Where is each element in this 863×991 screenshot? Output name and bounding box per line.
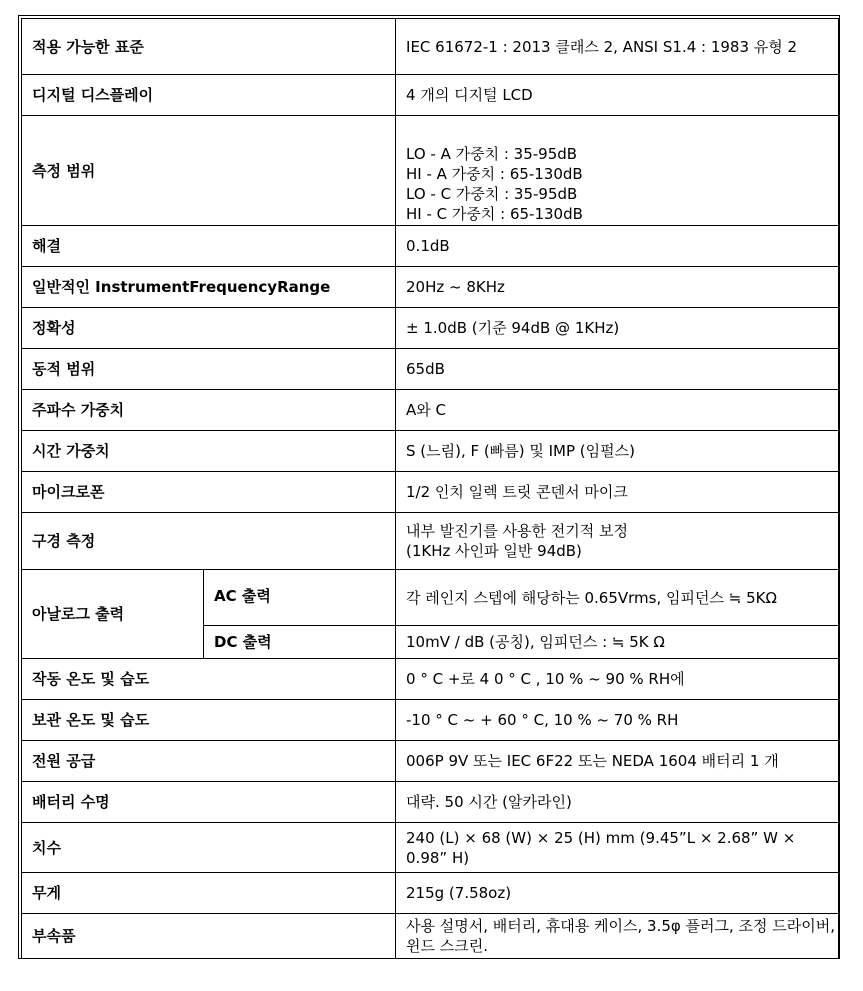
table-row xyxy=(22,267,839,308)
table-row xyxy=(22,308,839,349)
dc-output-value: 10mV / dB (공칭), 임피던스 : ≒ 5K Ω xyxy=(396,626,839,659)
row-value: 215g (7.58oz) xyxy=(396,873,839,914)
spec-table xyxy=(21,18,839,959)
table-row xyxy=(22,914,839,959)
table-row xyxy=(22,741,839,782)
row-value: -10 ° C ~ + 60 ° C, 10 % ~ 70 % RH xyxy=(396,700,839,741)
row-value: 대략. 50 시간 (알카라인) xyxy=(396,782,839,823)
table-row xyxy=(22,75,839,116)
row-label: 동적 범위 xyxy=(22,349,396,390)
table-row xyxy=(22,700,839,741)
row-label: 해결 xyxy=(22,226,396,267)
row-label: 부속품 xyxy=(22,914,396,959)
row-value: LO - A 가중치 : 35-95dB HI - A 가중치 : 65-130dB LO - C 가중치 : 35-95dB HI - C 가중치 : 65-130dB xyxy=(396,116,839,226)
analog-output-label: 아날로그 출력 xyxy=(22,570,204,659)
table-row xyxy=(22,349,839,390)
row-label: 배터리 수명 xyxy=(22,782,396,823)
row-value: 20Hz ~ 8KHz xyxy=(396,267,839,308)
row-value: 240 (L) × 68 (W) × 25 (H) mm (9.45”L × 2.68” W × 0.98” H) xyxy=(396,823,839,873)
ac-output-value: 각 레인지 스텝에 해당하는 0.65Vrms, 임피던스 ≒ 5KΩ xyxy=(396,570,839,626)
table-row xyxy=(22,472,839,513)
row-value: A와 C xyxy=(396,390,839,431)
row-label: 보관 온도 및 습도 xyxy=(22,700,396,741)
table-row xyxy=(22,782,839,823)
row-value: 65dB xyxy=(396,349,839,390)
table-row xyxy=(22,873,839,914)
row-value: S (느림), F (빠름) 및 IMP (임펄스) xyxy=(396,431,839,472)
row-label: 시간 가중치 xyxy=(22,431,396,472)
row-value: 내부 발진기를 사용한 전기적 보정 (1KHz 사인파 일반 94dB) xyxy=(396,513,839,570)
row-value: 4 개의 디지털 LCD xyxy=(396,75,839,116)
row-label: 작동 온도 및 습도 xyxy=(22,659,396,700)
ac-output-label: AC 출력 xyxy=(204,570,396,626)
row-label: 정확성 xyxy=(22,308,396,349)
row-value: 0.1dB xyxy=(396,226,839,267)
row-label: 마이크로폰 xyxy=(22,472,396,513)
table-row xyxy=(22,390,839,431)
table-row xyxy=(22,116,839,226)
table-row xyxy=(22,19,839,75)
table-row xyxy=(22,570,839,626)
row-value: 006P 9V 또는 IEC 6F22 또는 NEDA 1604 배터리 1 개 xyxy=(396,741,839,782)
row-label: 치수 xyxy=(22,823,396,873)
row-value: ± 1.0dB (기준 94dB @ 1KHz) xyxy=(396,308,839,349)
dc-output-label: DC 출력 xyxy=(204,626,396,659)
table-row xyxy=(22,823,839,873)
row-value: 사용 설명서, 배터리, 휴대용 케이스, 3.5φ 플러그, 조정 드라이버, 윈드 스크린. xyxy=(396,914,839,959)
row-label: 디지털 디스플레이 xyxy=(22,75,396,116)
row-label: 측정 범위 xyxy=(22,116,396,226)
row-value: 1/2 인치 일렉 트릿 콘덴서 마이크 xyxy=(396,472,839,513)
table-row xyxy=(22,659,839,700)
row-label: 주파수 가중치 xyxy=(22,390,396,431)
table-row xyxy=(22,226,839,267)
row-value: 0 ° C +로 4 0 ° C , 10 % ~ 90 % RH에 xyxy=(396,659,839,700)
row-label: 일반적인 InstrumentFrequencyRange xyxy=(22,267,396,308)
table-row xyxy=(22,513,839,570)
row-label: 전원 공급 xyxy=(22,741,396,782)
table-row xyxy=(22,431,839,472)
row-label: 적용 가능한 표준 xyxy=(22,19,396,75)
row-value: IEC 61672-1 : 2013 클래스 2, ANSI S1.4 : 1983 유형 2 xyxy=(396,19,839,75)
row-label: 구경 측정 xyxy=(22,513,396,570)
row-label: 무게 xyxy=(22,873,396,914)
